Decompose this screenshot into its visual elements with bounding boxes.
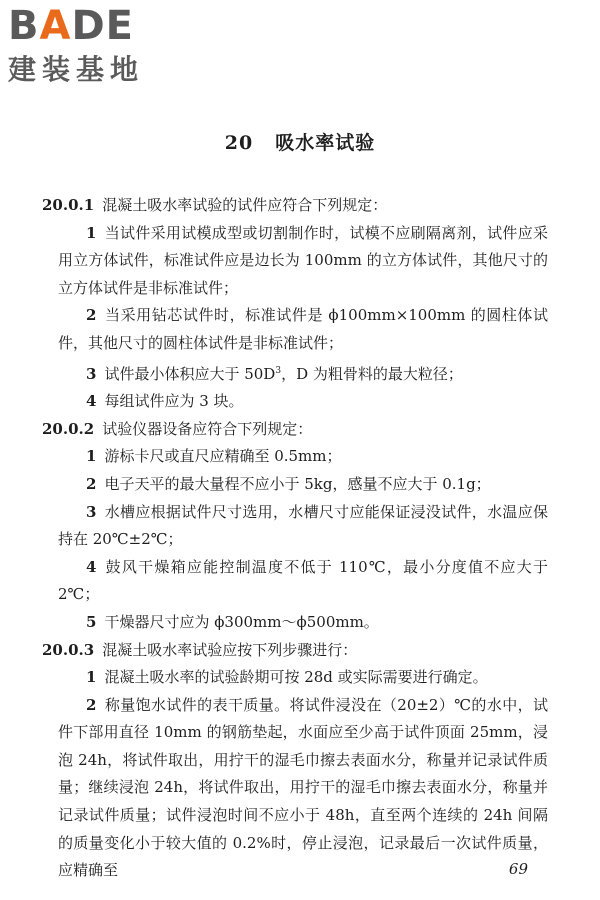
list-item: 1 当试件采用试模成型或切割制作时，试模不应刷隔离剂，试件应采用立方体试件，标准试件应是边长为 100mm 的立方体试件，其他尺寸的立方体试件是非标准试件； [58,223,548,297]
clause-heading: 20.0.1 混凝土吸水率试验的试件应符合下列规定： [42,196,388,214]
chapter-title [0,128,600,155]
logo-wordmark: BADE [8,3,134,49]
list-item: 2 称量饱水试件的表干质量。将试件浸没在（20±2）℃的水中，试件下部用直径 10mm 的钢筋垫起，水面应至少高于试件顶面 25mm，浸泡 24h，将试件取出，用拧干的湿毛巾擦去表面水分，称量并记录试件质量；继续浸泡 24h，将试件取出，用拧干的湿毛巾擦去表面水分，称量并记录试件质量；试件浸泡时间不应小于 48h，直至两个连续的 24h 间隔的质量变化小于较大值的 0.2%时，停止浸泡，记录最后一次试件质量，应精确至 [58,695,548,880]
list-item: 3 试件最小体积应大于 $50D^3$，D 为粗骨料的最大粒径； [86,364,463,383]
document-body [42,192,548,885]
logo-subtitle: 建装基地 [8,53,145,86]
page-number: 69 [508,860,528,878]
list-item: 3 水槽应根据试件尺寸选用，水槽尺寸应能保证浸没试件，水温应保持在 20℃±2℃； [58,502,548,549]
clause-heading: 20.0.3 混凝土吸水率试验应按下列步骤进行： [42,640,358,659]
list-item: 4 每组试件应为 3 块。 [86,392,244,411]
list-item: 2 电子天平的最大量程不应小于 5kg，感量不应大于 0.1g； [86,474,491,493]
publisher-logo [8,3,178,96]
chapter-title-text: 吸水率试验 [275,132,376,154]
list-item: 1 混凝土吸水率的试验龄期可按 28d 或实际需要进行确定。 [86,668,488,687]
chapter-number: 20 [224,132,254,154]
clause-heading: 20.0.2 试验仪器设备应符合下列规定： [42,419,313,438]
list-item: 2 当采用钻芯试件时，标准试件是 ϕ100mm×100mm 的圆柱体试件，其他尺寸的圆柱体试件是非标准试件； [58,306,548,352]
list-item: 5 干燥器尺寸应为 ϕ300mm～ϕ500mm。 [86,612,379,631]
list-item: 1 游标卡尺或直尺应精确至 0.5mm； [86,447,342,466]
list-item: 4 鼓风干燥箱应能控制温度不低于 110℃，最小分度值不应大于 2℃； [58,557,548,604]
